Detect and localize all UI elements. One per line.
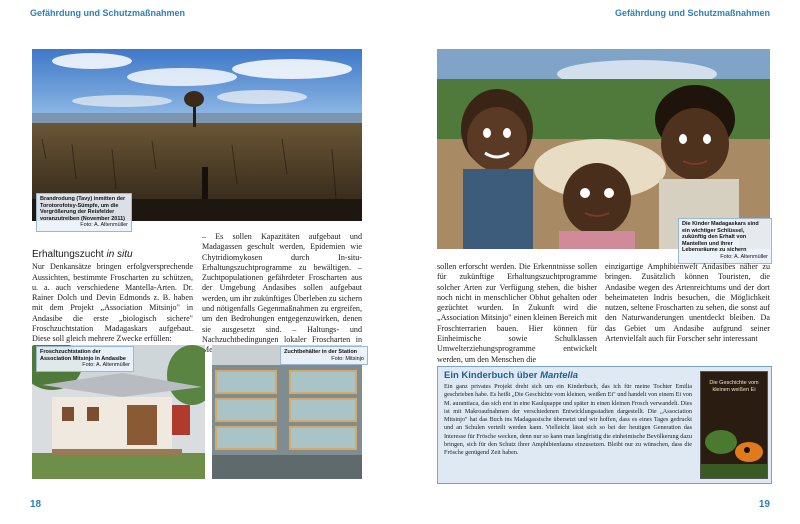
children-caption: [678, 218, 772, 264]
left-page-header: Gefährdung und Schutzmaßnahmen: [30, 8, 186, 18]
left-page-number: 18: [30, 499, 42, 510]
tanks-caption-text: Zuchtbehälter in der Station: [284, 349, 358, 355]
kids-book-box: [437, 366, 772, 484]
children-caption-credit: Foto: A. Altenmüller: [720, 253, 768, 260]
box-title: Ein Kinderbuch über Mantella: [444, 370, 579, 381]
left-column-2-text: – Es sollen Kapazitäten aufgebaut und Madagassen geschult werden, Epidemien wie Chytridiomykosen durch In-situ-Erhaltungszuchtprogramme zu bewältigen. – Zuchtpopulationen gefährdeter Froscharten aus der Umgebung Andasibes sollen aufgebaut werden, um ihr zukünftiges Überleben zu sichern und nötigenfalls Gegenmaßnahmen zu ergreifen, um den Bedrohungen entgegenzuwirken, denen sie ausgesetzt sind. – Haltungs- und Nachzuchtbedingungen lokaler Froscharten in: [202, 232, 362, 344]
left-column-1: [32, 250, 193, 345]
right-column-2: [605, 262, 770, 344]
station-caption-text: Froschzuchtstation der Association Mitsinjo in Andasibe: [40, 349, 126, 362]
right-page-header: Gefährdung und Schutzmaßnahmen: [614, 8, 770, 18]
right-column-1-text: sollen erforscht werden. Die Erkenntnisse sollen für zukünftige Erhaltungszuchtprogramme solcher Arten zur Verfügung stehen, die bisher noch nicht in menschlicher Obhut gehalten oder gezüchtet wurden. In Zukunft wird die „Association Mitsinjo" einen kleinen Bereich mit Froschterrarien bauen. Hier können für Einheimische sowie Schulklassen Umwelterziehungsprogramme entwickelt werden, um den Menschen die: [437, 262, 597, 364]
station-caption: [36, 346, 134, 372]
station-caption-credit: Foto: A. Altenmüller: [82, 362, 130, 369]
burn-caption-text: Brandrodung (Tavy) inmitten der Torotorofotsy-Sümpfe, um die Vergrößerung der Reisfelder voranzutreiben (November 2011): [40, 196, 126, 222]
box-text: Ein ganz privates Projekt dreht sich um ein Kinderbuch, das ich für meine Tochter Emilia geschrieben habe. Es heißt „Die Geschichte vom kleinen, weißen Ei" und handelt von einem Ei von M. aurantiaca, das sich erst in eine Kaulquappe und später in einen kleinen Frosch verwandelt. Dies ist mit Makroaufnahmen der verschiedenen Entwicklungsstadien dargestellt. Die „Association Mitsinjo" hat das Buch ins Madagassische übersetzt und wir hoffen, dass es eines Tages gedruckt und an Schulen verteilt werden kann. Vielleicht lässt sich so bei der heutigen Generation das Interesse für Frösche wecken, denn nur so kann man langfristig die einheimische Bevölkerung dazu bringen, sich für den Schutz ihrer Amphibienfauna einzusetzen. Bleibt nur zu wünschen, dass die Frösche genügend Zeit haben.: [444, 383, 692, 457]
right-column-1: [437, 262, 597, 365]
book-title: Die Geschichte vom kleinen weißen Ei: [709, 380, 759, 393]
burn-caption: [36, 193, 132, 232]
tanks-caption-credit: Foto: Mitsinjo: [331, 355, 364, 362]
right-column-2-text: einzigartige Amphibienwelt Andasibes näher zu bringen. Zusätzlich können Touristen, die Andasibe wegen des Artenreichtums und der dort beheimateten Indris besuchen, die Möglichkeit nutzen, seltene Froscharten zu sehen, die sonst auf den Naturwanderungen unentdeckt bleiben. Da das Gebiet um Andasibe aufgrund seiner Artenvielfalt auch für Forscher sehr interessant: [605, 262, 770, 344]
section-heading: Erhaltungszucht in situ: [32, 249, 133, 260]
burn-caption-credit: Foto: A. Altenmüller: [80, 222, 128, 229]
children-caption-text: Die Kinder Madagaskars sind ein wichtiger Schlüssel, zukünftig den Erhalt von Mantellen und ihrer Lebensräume zu sichern: [682, 221, 759, 254]
book-cover: [700, 371, 768, 479]
right-page-number: 19: [758, 499, 770, 510]
tanks-caption: [280, 346, 368, 365]
left-column-2: [202, 232, 362, 356]
left-column-1-text: Nur Denkansätze bringen erfolgversprechende Aussichten, bestimmte Froscharten zu schützen, u. a. auch verschiedene Mantella-Arten. Dr. Rainer Dolch und Devin Edmonds z. B. haben mit dem Projekt „Association Mitsinjo" in Andasibe die erste „biologisch sichere" Froschzuchtstation Madagaskars aufgebaut. Diese soll gleich mehrere Zwecke erfüllen:: [32, 262, 193, 344]
